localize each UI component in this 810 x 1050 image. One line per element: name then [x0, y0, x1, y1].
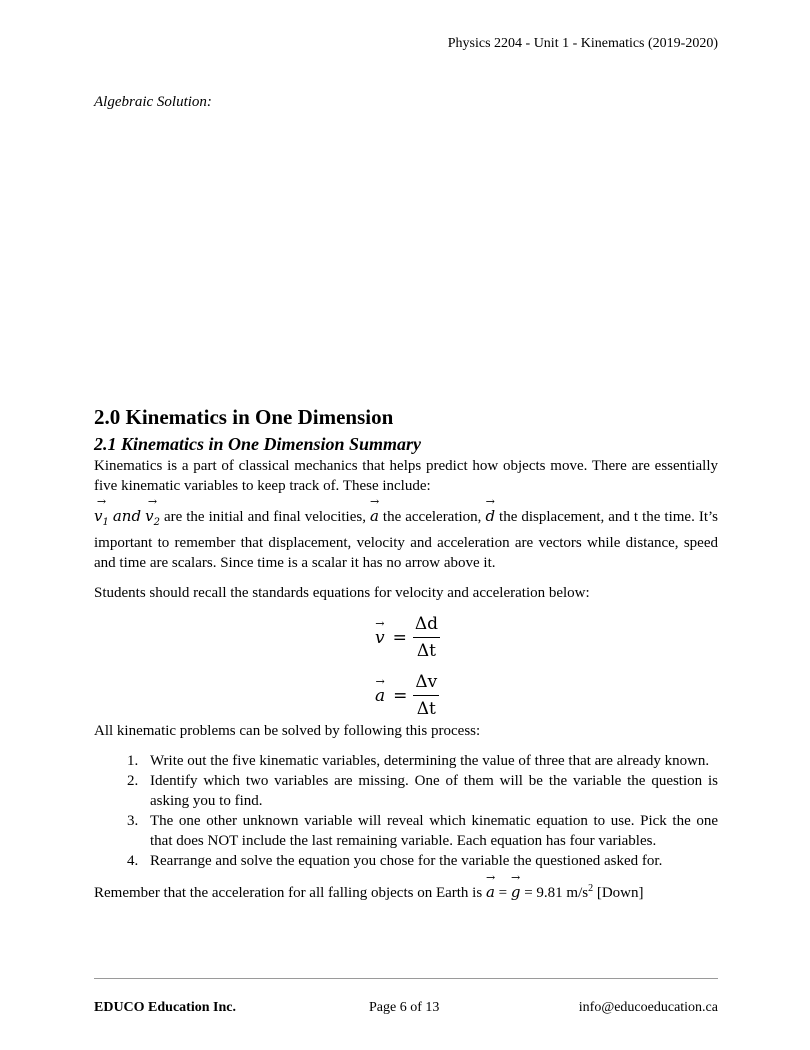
velocity-numerator: Δd	[413, 613, 440, 638]
section-heading: 2.0 Kinematics in One Dimension	[94, 405, 394, 429]
gravity-paragraph: Remember that the acceleration for all falling objects on Earth is → a = → g = 9.81 $m/s^2$ [Down]	[94, 871, 644, 901]
acceleration-denominator: Δt	[416, 699, 436, 719]
footer-company: EDUCO Education Inc.	[94, 1000, 236, 1015]
and-word: and	[112, 507, 142, 525]
page-header: Physics 2204 - Unit 1 - Kinematics (2019-2020)	[447, 36, 718, 51]
process-intro: All kinematic problems can be solved by following this process:	[94, 723, 481, 739]
a-symbol: → a	[369, 495, 380, 525]
g-symbol: → g	[510, 871, 521, 901]
subsection-heading: 2.1 Kinematics in One Dimension Summary	[94, 434, 422, 454]
footer-page-number: Page 6 of 13	[369, 1000, 440, 1015]
velocity-denominator: Δt	[416, 641, 436, 661]
equations-block	[94, 603, 718, 721]
acceleration-numerator: Δv	[413, 671, 439, 696]
footer-email: info@educoeducation.ca	[578, 1000, 718, 1015]
intro-paragraph: Kinematics is a part of classical mechanics that helps predict how objects move. There are essentially five kinematic variables to keep track of. These include:	[94, 458, 718, 494]
velocity-equation: → v = $\frac{\Delta d}{\Delta t}$	[375, 614, 439, 661]
acceleration-equation: → a = $\frac{\Delta v}{\Delta t}$	[375, 672, 438, 719]
v2-symbol: → $v_2$	[145, 495, 160, 528]
variables-paragraph	[94, 495, 718, 573]
variables-text-2: the acceleration,	[378, 509, 486, 525]
a-symbol: → a	[485, 871, 496, 901]
d-symbol: → d	[485, 495, 496, 525]
content-section	[94, 402, 718, 903]
variables-text-3: the displacement, and t the time.	[495, 509, 695, 525]
algebraic-solution-label: Algebraic Solution:	[94, 94, 212, 110]
list-item: 1. Write out the five kinematic variables, determining the value of three that are already known.	[142, 751, 718, 771]
v1-symbol: → $v_1$	[94, 495, 109, 528]
list-item: 4. Rearrange and solve the equation you chose for the variable the questioned asked for.	[142, 851, 718, 871]
process-steps-list	[94, 751, 718, 871]
recall-paragraph: Students should recall the standards equations for velocity and acceleration below:	[94, 585, 590, 601]
vectors-note: It’s important to remember that displacement, velocity and acceleration are vectors while distance, speed and time are scalars. Since time is a scalar it has no arrow above it.	[94, 509, 718, 571]
footer-divider	[94, 978, 718, 979]
variables-text-1: are the initial and final velocities,	[159, 509, 370, 525]
list-item: 2. Identify which two variables are missing. One of them will be the variable the question is asking you to find.	[142, 771, 718, 811]
list-item: 3. The one other unknown variable will reveal which kinematic equation to use. Pick the one that does NOT include the last remaining variable. Each equation has four variables.	[142, 811, 718, 851]
